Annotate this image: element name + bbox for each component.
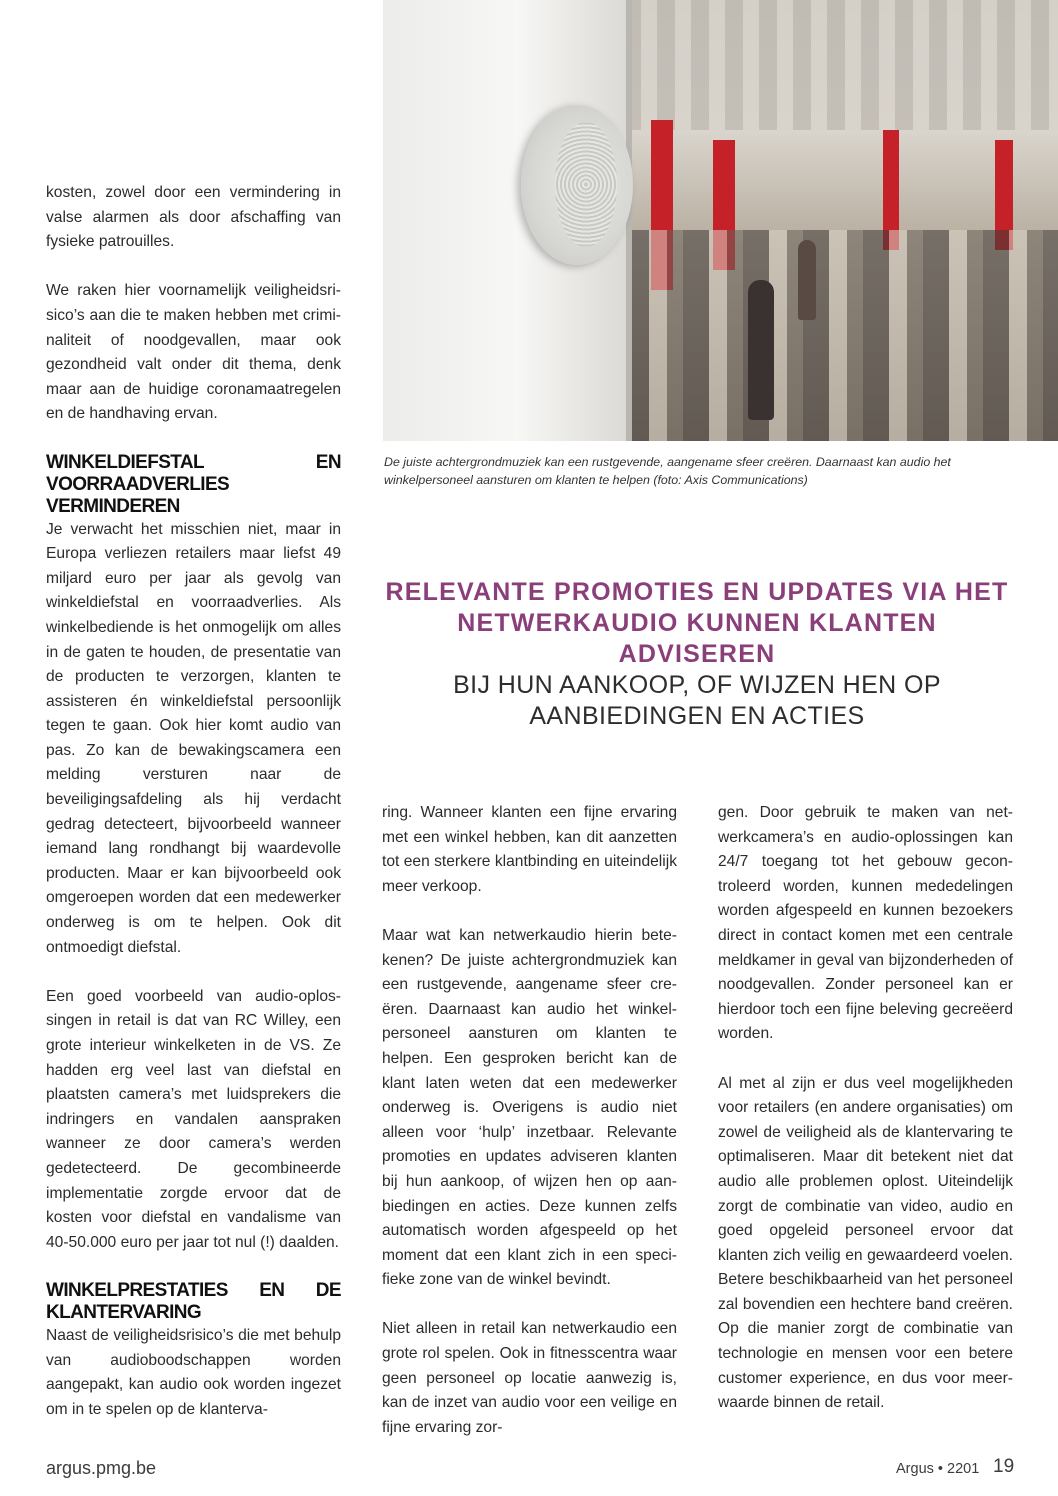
photo-caption: De juiste achtergrondmuziek kan een rustgevende, aangename sfeer creëren. Daarnaast kan audio het winkelpersoneel aansturen om klanten te helpen (foto: Axis Communications) <box>384 455 951 487</box>
middle-column <box>382 801 677 1440</box>
footer-website-link[interactable]: argus.pmg.be <box>46 1458 157 1478</box>
paragraph: Naast de veiligheidsrisico’s die met behulp van audioboodschappen worden aangepakt, kan audio ook worden ingezet om in te spelen op de klanterva- <box>46 1326 341 1418</box>
left-column <box>46 181 341 1422</box>
article-photo <box>383 0 1058 441</box>
paragraph: ring. Wanneer klanten een fijne ervaring met een winkel hebben, kan dit aanzetten tot een sterkere klantbinding en uiteindelijk meer verkoop. <box>382 804 677 895</box>
footer-magazine-issue: Argus • 2201 <box>896 1461 980 1477</box>
paragraph: Maar wat kan netwerkaudio hierin betekenen? De juiste achtergrondmuziek kan een rustgevende, aangename sfeer creëren. Daarnaast kan audio het winkelpersoneel aansturen om klanten te helpen. Een gesproken bericht kan de klant laten weten dat een medewerker onderweg is. Overigens is audio niet alleen voor ‘hulp’ inzetbaar. Relevante promoties en updates adviseren klanten bij hun aankoop, of wijzen hen op aanbiedingen en acties. Deze kunnen zelfs automatisch worden afgespeeld op het moment dat een klant zich in een specifieke zone van de winkel bevindt. <box>382 926 677 1289</box>
paragraph: Al met al zijn er dus veel mogelijkheden voor retailers (en andere organisaties) om zowel de veiligheid als de klantervaring te optimaliseren. Maar dit betekent niet dat audio alle problemen oplost. Uiteindelijk zorgt de combinatie van video, audio en goed opgeleid personeel ervoor dat klanten zich veilig en gewaardeerd voelen. Betere beschikbaarheid van het personeel zal bovendien een hechtere band creëren. Op die manier zorgt de combinatie van technologie en mensen voor een betere customer experience, en dus voor meerwaarde binnen de retail. <box>718 1074 1013 1412</box>
section-heading: WINKELDIEFSTAL EN VOORRAADVERLIES VERMINDEREN <box>46 451 341 517</box>
right-column <box>718 801 1013 1416</box>
paragraph: gen. Door gebruik te maken van netwerkcamera’s en audio-oplossingen kan 24/7 toegang tot het gebouw gecontroleerd worden, kunnen mededelingen worden afgespeeld en kunnen bezoekers direct in contact komen met een centrale meldkamer in geval van bijzonderheden of noodgevallen. Zonder personeel kan er hierdoor toch een fijne beleving gecreëerd worden. <box>718 804 1013 1043</box>
paragraph: We raken hier voornamelijk veiligheidsrisico’s aan die te maken hebben met criminaliteit of noodgevallen, maar ook gezondheid valt onder dit thema, denk maar aan de huidige coronamaatregelen en de handhaving ervan. <box>46 282 341 423</box>
page-number: 19 <box>993 1456 1015 1477</box>
pull-quote <box>383 577 1011 732</box>
pull-quote-highlight: RELEVANTE PROMOTIES EN UPDATES VIA HET NETWERKAUDIO KUNNEN KLANTEN ADVISEREN <box>385 578 1009 668</box>
paragraph: Een goed voorbeeld van audio-oplossingen in retail is dat van RC Willey, een grote interieur winkelketen in de VS. Ze hadden erg veel last van diefstal en plaatsten camera’s met luidsprekers die indringers en vandalen aanspraken wanneer ze door camera’s werden gedetecteerd. De gecombineerde implementatie zorgde ervoor dat de kosten voor diefstal en vandalisme van 40-50.000 euro per jaar tot nul (!) daalden. <box>46 987 341 1251</box>
section-heading: WINKELPRESTATIES EN DE KLANTERVARING <box>46 1279 341 1323</box>
paragraph: Niet alleen in retail kan netwerkaudio een grote rol spelen. Ook in fitnesscentra waar geen personeel op locatie aanwezig is, kan de inzet van audio voor een veilige en fijne ervaring zor- <box>382 1320 677 1436</box>
paragraph: kosten, zowel door een vermindering in valse alarmen als door afschaffing van fysieke patrouilles. <box>46 184 341 251</box>
paragraph: Je verwacht het misschien niet, maar in Europa verliezen retailers maar liefst 49 miljard euro per jaar als gevolg van winkeldiefstal en voorraadverlies. Als winkelbediende is het onmogelijk om alles in de gaten te houden, de presentatie van de producten te verzorgen, klanten te assisteren én winkeldiefstal persoonlijk tegen te gaan. Ook hier komt audio van pas. Zo kan de bewakingscamera een melding versturen naar de beveiligingsafdeling als hij verdacht gedrag detecteert, bijvoorbeeld wanneer iemand lang rondhangt bij waardevolle producten. Maar er kan bijvoorbeeld ook omgeroepen worden dat een medewerker onderweg is om te helpen. Ook dit ontmoedigt diefstal. <box>46 520 341 956</box>
pull-quote-rest: BIJ HUN AANKOOP, OF WIJZEN HEN OP AANBIEDINGEN EN ACTIES <box>453 671 941 730</box>
